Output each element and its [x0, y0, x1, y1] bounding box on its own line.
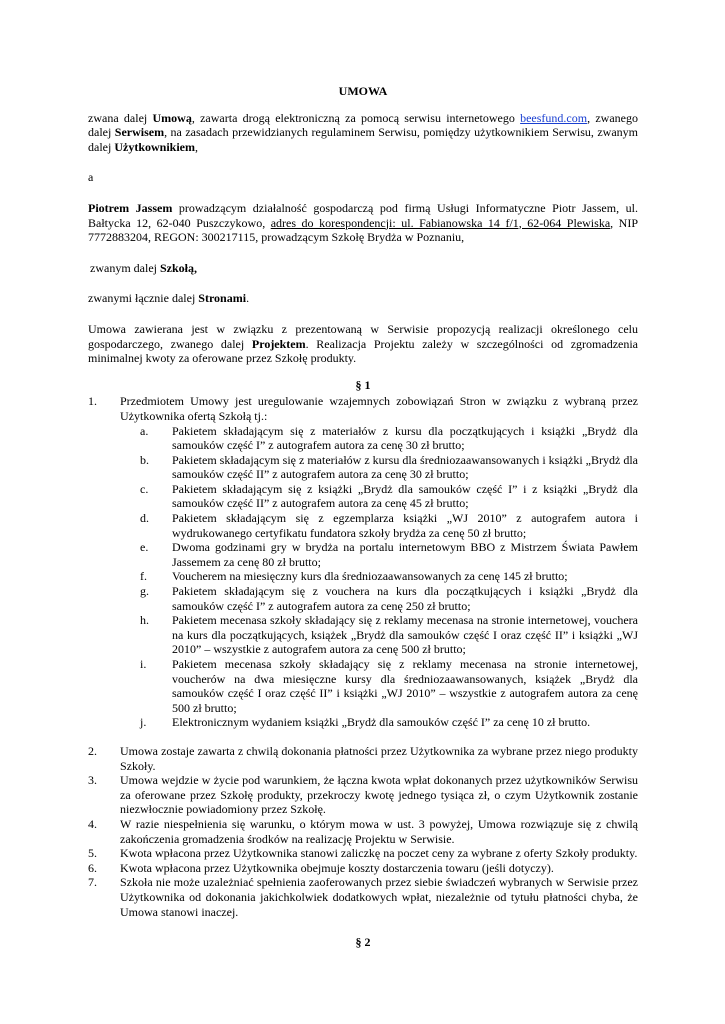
list-item [88, 875, 638, 919]
subitem-text: Pakietem mecenasa szkoły składający się z reklamy mecenasa na stronie internetowej, vouchera na kurs dla początkujących, książek „Brydż dla samouków część I oraz część II” i książki „WJ 2010” – wszystkie z autografem autora za cenę 500 zł brutto; [172, 613, 638, 657]
intro-text: zwana dalej [88, 110, 153, 125]
subitem-letter: d. [140, 511, 149, 526]
item-number: 2. [88, 743, 97, 758]
list-item [88, 817, 638, 846]
list-item [88, 394, 638, 423]
subitem-letter: c. [140, 481, 149, 496]
list-item [140, 584, 638, 613]
item-number: 7. [88, 875, 97, 890]
item-number: 1. [88, 394, 97, 409]
subitem-letter: a. [140, 423, 149, 438]
subitem-text: Elektronicznym wydaniem książki „Brydż dla samouków część I” za cenę 10 zł brutto. [172, 715, 591, 730]
item-text: Kwota wpłacona przez Użytkownika stanowi zaliczkę na poczet ceny za wybrane z oferty Szkoły produkty. [120, 846, 638, 861]
project-text: . Realizacja Projektu zależy w szczególności od zgromadzenia minimalnej kwoty za oferowane przez Szkołę produkty. [88, 336, 639, 366]
school-text: zwanym dalej [90, 260, 160, 275]
a-line: a [88, 170, 94, 185]
list-item [88, 744, 638, 773]
school-paragraph [88, 261, 638, 276]
party-name: Piotrem Jassem [88, 200, 173, 215]
term-uzytkownik: Użytkownikiem [114, 139, 195, 154]
subitem-text: Pakietem mecenasa szkoły składający się z reklamy mecenasa na stronie internetowej, voucherów na dwa miesięczne kursy dla średniozaawansowanych, książek „Brydż dla samouków część I oraz część II” i książki „WJ 2010” – wszystkie z autografem autora za cenę 500 zł brutto; [172, 657, 638, 715]
list-item [140, 453, 638, 482]
section-2-heading: § 2 [355, 935, 371, 950]
item-text: Umowa zostaje zawarta z chwilą dokonania płatności przez Użytkownika za wybrane przez niego produkty Szkoły. [120, 743, 638, 773]
intro-text: , na zasadach przewidzianych regulaminem Serwisu, pomiędzy użytkownikiem Serwisu, zwanym dalej [88, 125, 639, 154]
party-text: , NIP 7772883204, REGON: 300217115, prowadzącym Szkołę Brydża w Poznaniu, [88, 215, 638, 245]
subitem-text: Pakietem składającym się z egzemplarza książki „WJ 2010” z autografem autora i wydrukowanego certyfikatu fundatora szkoły brydża za cenę 50 zł brutto; [172, 511, 638, 540]
list-item [140, 569, 638, 584]
item-number: 4. [88, 816, 97, 831]
subitem-letter: e. [140, 540, 149, 555]
item-number: 3. [88, 773, 97, 788]
intro-text: , [195, 139, 198, 154]
section-1-list [88, 394, 638, 423]
list-item [88, 861, 638, 876]
subitem-text: Dwoma godzinami gry w brydża na portalu internetowym BBO z Mistrzem Świata Pawłem Jassemem za cenę 80 zł brutto; [172, 540, 638, 569]
list-item [88, 773, 638, 817]
subitem-text: Pakietem składającym się z vouchera na kurs dla początkujących i książki „Brydż dla samouków część I” z autografem autora za cenę 250 zł brutto; [172, 584, 638, 613]
term-szkola: Szkołą, [159, 260, 197, 275]
item-text: Kwota wpłacona przez Użytkownika obejmuje koszty dostarczenia towaru (jeśli dotyczy). [120, 860, 554, 875]
document-title: UMOWA [338, 84, 388, 98]
subitem-letter: j. [140, 715, 147, 730]
party-text: prowadzącym działalność gospodarczą pod firmą Usługi Informatyczne Piotr Jassem, ul. Bałtycka 12, 62-040 Puszczykowo, [88, 200, 638, 230]
term-umowa: Umową [152, 110, 192, 125]
intro-text: , zawarta drogą elektroniczną za pomocą serwisu internetowego [191, 110, 521, 125]
beesfund-link[interactable]: beesfund.com [520, 110, 588, 125]
offer-sublist [88, 424, 638, 730]
project-text: Umowa zawierana jest w związku z prezentowaną w Serwisie propozycją realizacji określonego celu gospodarczego, zwanego dalej [88, 321, 638, 351]
subitem-text: Pakietem składającym się z materiałów z kursu dla średniozaawansowanych i książki „Brydż dla samouków część II” z autografem autora za cenę 30 zł brutto; [172, 452, 638, 482]
item-number: 5. [88, 846, 97, 861]
intro-text: , zwanego dalej [88, 110, 638, 140]
list-item [140, 511, 638, 540]
parties-text: . [246, 291, 250, 306]
term-projekt: Projektem [251, 336, 306, 351]
intro-paragraph [88, 111, 638, 155]
list-item [140, 482, 638, 511]
item-text: W razie niespełnienia się warunku, o którym mowa w ust. 3 powyżej, Umowa rozwiązuje się z chwilą zakończenia gromadzenia środków na realizację Projektu w Serwisie. [120, 816, 638, 846]
section-1-list-continued [88, 744, 638, 919]
subitem-text: Pakietem składającym się z książki „Brydż dla samouków część I” i z książki „Brydż dla samouków część II” z autografem autora za cenę 45 zł brutto; [172, 481, 638, 511]
subitem-letter: b. [140, 452, 149, 467]
subitem-letter: h. [140, 613, 149, 628]
subitem-letter: i. [140, 657, 147, 671]
subitem-text: Pakietem składającym się z materiałów z kursu dla początkujących i książki „Brydż dla samouków część I” z autografem autora za cenę 30 zł brutto; [172, 423, 638, 453]
item-text: Szkoła nie może uzależniać spełnienia zaoferowanych przez siebie świadczeń wybranych w Serwisie przez Użytkownika od dokonania jakichkolwiek dodatkowych wpłat, niezależnie od tytułu płatności chyba, że Umowa stanowi inaczej. [120, 875, 638, 919]
party-paragraph [88, 201, 638, 245]
item-text: Przedmiotem Umowy jest uregulowanie wzajemnych zobowiązań Stron w związku z wybraną przez Użytkownika ofertą Szkołą tj.: [120, 394, 638, 423]
project-paragraph [88, 322, 638, 366]
document-page [88, 84, 638, 950]
term-serwis: Serwisem [114, 125, 165, 140]
term-strony: Stronami [198, 291, 247, 306]
item-number: 6. [88, 860, 97, 875]
parties-paragraph [88, 291, 638, 306]
party-address: adres do korespondencji: ul. Fabianowska 14 f/1, 62-064 Plewiska [270, 215, 611, 230]
list-item [140, 715, 638, 730]
list-item [140, 424, 638, 453]
list-item [88, 846, 638, 861]
subitem-text: Voucherem na miesięczny kurs dla średniozaawansowanych za cenę 145 zł brutto; [172, 569, 568, 584]
item-text: Umowa wejdzie w życie pod warunkiem, że łączna kwota wpłat dokonanych przez użytkowników Serwisu za oferowane przez Szkołę produkty, przekroczy kwotę jednego tysiąca zł, o czym Użytkownik zostanie niezwłocznie powiadomiony przez Szkołę. [120, 773, 638, 817]
subitem-letter: g. [140, 584, 149, 599]
subitem-letter: f. [140, 569, 147, 584]
list-item [140, 657, 638, 715]
parties-text: zwanymi łącznie dalej [88, 291, 199, 306]
section-1-heading: § 1 [355, 377, 371, 392]
list-item [140, 540, 638, 569]
list-item [140, 613, 638, 657]
